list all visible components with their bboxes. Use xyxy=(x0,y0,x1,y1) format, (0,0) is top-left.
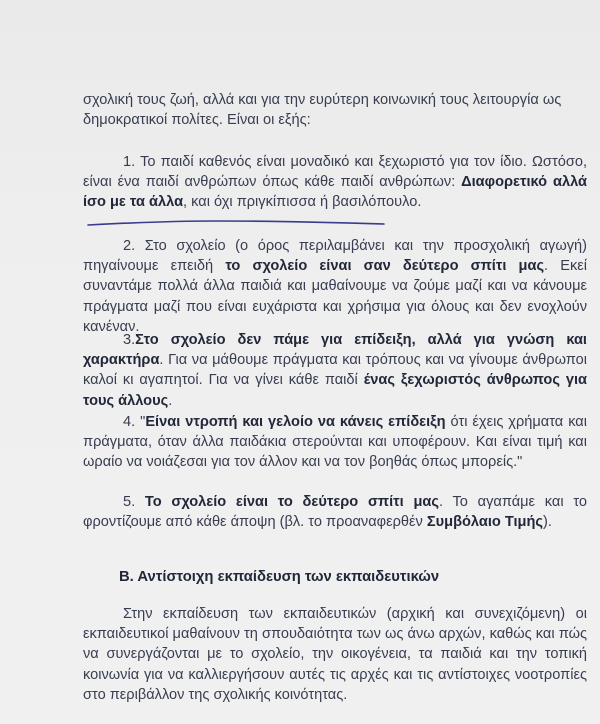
teacher-education-paragraph: Στην εκπαίδευση των εκπαιδευτικών (αρχική και συνεχιζόμενη) οι εκπαιδευτικοί μαθαίνουν τη σπουδαιότητα των ως άνω αρχών, καθώς και πώς να συνεργάζονται με το σχολείο, την οικογένεια, τα παιδιά και την τοπική κοινωνία για να καλλιεργήσουν αυτές τις αρχές και τις αντίστοιχες νοοτροπίες στο περιβάλλον της σχολικής κοινότητας. xyxy=(83,606,587,703)
principle-2-paragraph xyxy=(83,236,587,337)
principle-2-text: 2. Στο σχολείο (ο όρος περιλαμβάνει και την προσχολική αγωγή) πηγαίνουμε επειδή xyxy=(83,238,587,275)
principle-5-text: . Το αγαπάμε και το φροντίζουμε από κάθε άποψη (βλ. το προαναφερθέν xyxy=(83,494,588,531)
principle-5-emphasis: Το σχολείο είναι το δεύτερο σπίτι μας xyxy=(144,494,439,510)
principle-1-emphasis: Διαφορετικό αλλά ίσο με τα άλλα xyxy=(83,174,587,211)
principle-5-tail: ). xyxy=(542,514,552,531)
principle-3-paragraph xyxy=(83,330,587,411)
principle-3-text: . Για να μάθουμε πράγματα και τρόπους και να γίνουμε άνθρωποι καλοί κι αγαπητοί. Για να γίνει κάθε παιδί xyxy=(83,352,587,389)
principle-2-emphasis: το σχολείο είναι σαν δεύτερο σπίτι μας xyxy=(225,258,545,275)
principle-3-emphasis: Στο σχολείο δεν πάμε για επίδειξη, αλλά για γνώση και χαρακτήρα xyxy=(83,332,587,369)
principle-5-emphasis-2: Συμβόλαιο Τιμής xyxy=(426,514,543,531)
principle-1-text: 1. Το παιδί καθενός είναι μοναδικό και ξεχωριστό για τον ίδιο. Ωστόσο, είναι ένα παιδί ανθρώπων όπως κάθε παιδί ανθρώπων: xyxy=(83,154,587,191)
principle-4-paragraph xyxy=(83,412,587,473)
principle-1-paragraph xyxy=(83,152,587,213)
principle-5-number: 5. xyxy=(123,494,145,510)
principle-3-emphasis-2: ένας ξεχωριστός άνθρωπος για τους άλλους xyxy=(83,372,587,409)
principle-4-emphasis: Είναι ντροπή και γελοίο να κάνεις επίδειξη xyxy=(145,414,446,430)
principle-3-tail: . xyxy=(168,392,173,409)
intro-paragraph xyxy=(83,90,587,130)
section-heading: Β. Αντίστοιχη εκπαίδευση των εκπαιδευτικών xyxy=(119,569,440,585)
principle-4-text: ότι έχεις χρήματα και πράγματα, όταν άλλα παιδάκια στερούνται και υποφέρουν. Και είναι τιμή και ωραίο να νοιάζεσαι για τον άλλον και να τον βοηθάς όπως μπορείς." xyxy=(83,414,587,471)
principle-3-number: 3. xyxy=(123,332,136,348)
intro-line-2: δημοκρατικοί πολίτες. Είναι οι εξής: xyxy=(83,112,311,129)
principle-2-tail: . Εκεί συναντάμε πολλά άλλα παιδιά και μαθαίνουμε να ζούμε μαζί και να κάνουμε πράγματα μαζί που είναι ευχάριστα και χρήσιμα για όλους και δεν ενοχλούν κανέναν. xyxy=(83,258,587,335)
intro-line-1: σχολική τους ζωή, αλλά και για την ευρύτερη κοινωνική τους λειτουργία ως xyxy=(83,92,562,108)
pen-underline-mark xyxy=(86,216,386,230)
principle-4-number: 4. " xyxy=(123,414,146,430)
principle-5-paragraph xyxy=(83,492,587,532)
principle-1-tail: , και όχι πριγκίπισσα ή βασιλόπουλο. xyxy=(183,194,422,211)
